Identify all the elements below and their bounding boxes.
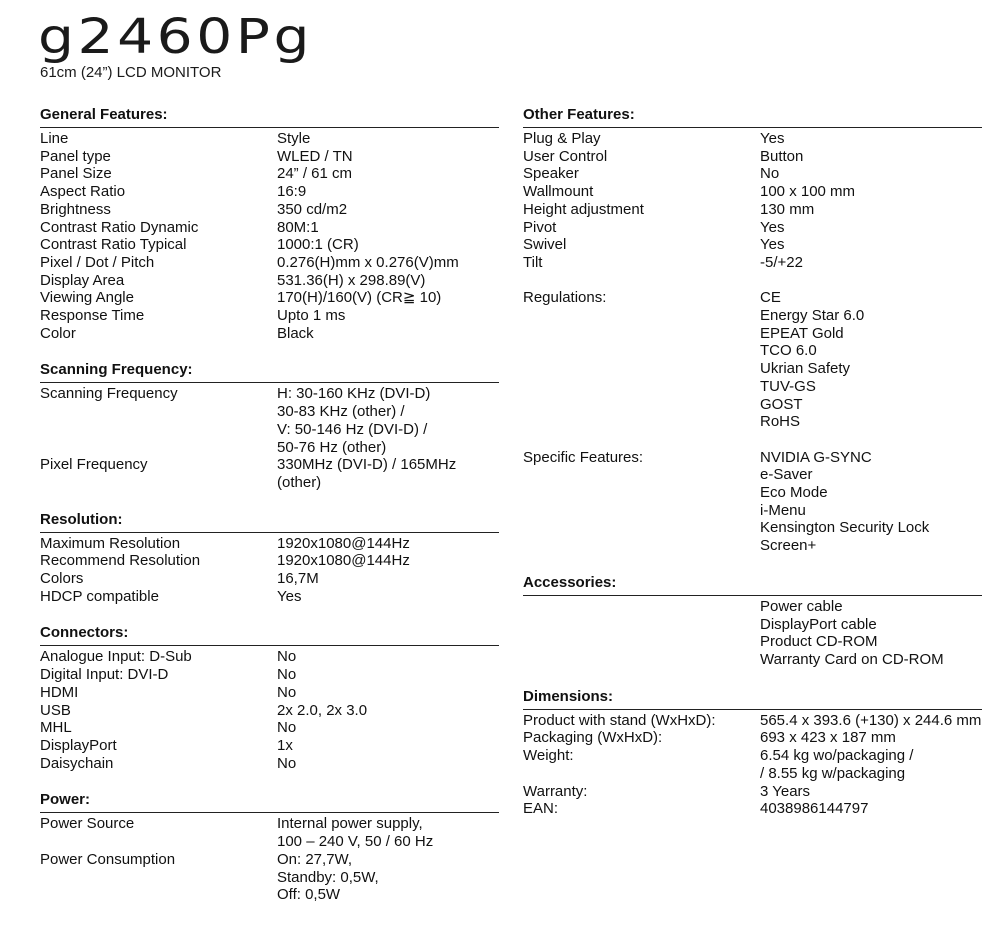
spec-value: [760, 236, 982, 254]
spec-label: Weight:: [523, 747, 574, 765]
spec-value: [760, 148, 982, 166]
spec-row: [40, 183, 499, 201]
spec-label: USB: [40, 701, 71, 719]
spec-row: [523, 272, 982, 290]
spec-row: [40, 851, 499, 904]
spec-label: Line: [40, 130, 69, 147]
spec-row: [523, 712, 982, 730]
spec-value-line: Black: [277, 324, 314, 342]
section-divider: [40, 645, 499, 646]
spec-label: Contrast Ratio Dynamic: [40, 218, 199, 236]
spec-value: [277, 755, 499, 773]
spec-label: Brightness: [40, 200, 111, 218]
spec-label: [523, 598, 760, 669]
spec-label: Pixel / Dot / Pitch: [40, 253, 155, 271]
spec-row: [40, 148, 499, 166]
spec-row: [523, 236, 982, 254]
spec-value: [277, 666, 499, 684]
spec-label: Panel type: [40, 147, 111, 165]
section-divider: [523, 127, 982, 128]
spec-value-line: 16:9: [277, 183, 307, 201]
spec-row: [40, 666, 499, 684]
spec-value-line: 350 cd/m2: [277, 200, 348, 218]
spec-label: Regulations:: [523, 289, 607, 307]
spec-value-line: Screen+: [760, 537, 817, 555]
spec-value: [760, 431, 982, 449]
spec-value-line: / 8.55 kg w/packaging: [760, 764, 906, 782]
spec-value: [277, 719, 499, 737]
model-subtitle: 61cm (24”) LCD MONITOR: [40, 64, 222, 81]
spec-value-line: 16,7M: [277, 570, 319, 588]
spec-value: [277, 219, 499, 237]
spec-label: Pixel Frequency: [40, 456, 148, 474]
spec-value-line: WLED / TN: [277, 147, 353, 165]
spec-row: [523, 729, 982, 747]
spec-value: [277, 552, 499, 570]
spec-value-line: Button: [760, 147, 804, 165]
spec-value: [760, 201, 982, 219]
spec-label: HDCP compatible: [40, 587, 159, 605]
spec-section-resolution: [40, 509, 499, 606]
spec-row: [40, 385, 499, 456]
spec-value: [277, 201, 499, 219]
spec-row: [523, 254, 982, 272]
spec-value-line: 1000:1 (CR): [277, 236, 359, 254]
spec-row: [40, 236, 499, 254]
spec-value-line: Yes: [760, 236, 785, 254]
spec-row: [523, 747, 982, 782]
spec-value-line: On: 27,7W,: [277, 850, 353, 868]
section-heading: Connectors:: [40, 624, 129, 642]
spec-section-connectors: [40, 622, 499, 772]
spec-value-line: Style: [277, 130, 311, 147]
spec-value-line: GOST: [760, 395, 803, 413]
spec-label: Colors: [40, 570, 84, 588]
spec-value-line: TUV-GS: [760, 377, 816, 395]
spec-value-line: 170(H)/160(V) (CR≧ 10): [277, 289, 442, 307]
spec-label: Power Consumption: [40, 850, 176, 868]
spec-value: [760, 449, 982, 555]
section-divider: [523, 595, 982, 596]
spec-value-line: Yes: [277, 587, 302, 605]
spec-value-line: Product CD-ROM: [760, 633, 878, 651]
spec-row: [523, 783, 982, 801]
spec-label: Aspect Ratio: [40, 183, 126, 201]
spec-value-line: 1x: [277, 736, 293, 754]
spec-value: [760, 130, 982, 148]
spec-row: [523, 598, 982, 669]
spec-label: MHL: [40, 719, 72, 737]
spec-value-line: Warranty Card on CD-ROM: [760, 650, 944, 668]
spec-row: [40, 165, 499, 183]
spec-value-line: V: 50-146 Hz (DVI-D) /: [277, 420, 428, 438]
spec-value: [760, 254, 982, 272]
spec-value: [277, 385, 499, 456]
spec-label: Color: [40, 324, 76, 342]
spec-label: Pivot: [523, 218, 557, 236]
spec-value-line: 80M:1: [277, 218, 319, 236]
spec-value-line: EPEAT Gold: [760, 324, 844, 342]
spec-value-line: Off: 0,5W: [277, 886, 341, 904]
spec-value: [277, 272, 499, 290]
spec-label: DisplayPort: [40, 736, 117, 754]
spec-row: [40, 588, 499, 606]
section-heading: Accessories:: [523, 573, 617, 591]
spec-value-line: i-Menu: [760, 501, 806, 519]
spec-value-line: 1920x1080@144Hz: [277, 534, 410, 552]
right-spec-column: [523, 104, 982, 835]
spec-row: [40, 570, 499, 588]
spec-row: [40, 702, 499, 720]
spec-value-line: 531.36(H) x 298.89(V): [277, 271, 426, 289]
spec-value: [277, 570, 499, 588]
spec-label: Panel Size: [40, 165, 112, 183]
spec-label: HDMI: [40, 683, 79, 701]
spec-value-line: -5/+22: [760, 253, 803, 271]
spec-section-dimensions: [523, 686, 982, 818]
spec-value-line: H: 30-160 KHz (DVI-D): [277, 385, 431, 403]
spec-value: [277, 325, 499, 343]
spec-row: [40, 719, 499, 737]
section-divider: [40, 812, 499, 813]
spec-label: Height adjustment: [523, 200, 644, 218]
spec-value-line: Yes: [760, 218, 785, 236]
spec-label: Digital Input: DVI-D: [40, 666, 169, 684]
spec-label: Wallmount: [523, 183, 594, 201]
spec-row: [523, 219, 982, 237]
spec-value: [760, 272, 982, 290]
spec-value-line: Energy Star 6.0: [760, 307, 865, 325]
spec-value: [277, 737, 499, 755]
section-heading: Dimensions:: [523, 687, 614, 705]
spec-value-line: Kensington Security Lock: [760, 519, 930, 537]
left-spec-column: [40, 104, 499, 921]
section-heading: Power:: [40, 791, 91, 809]
spec-value: [760, 183, 982, 201]
spec-label: Analogue Input: D-Sub: [40, 648, 192, 666]
spec-row: [40, 815, 499, 850]
spec-value-line: 6.54 kg wo/packaging /: [760, 747, 914, 765]
spec-value-line: (other): [277, 473, 322, 491]
spec-section-power: [40, 789, 499, 904]
spec-value: [277, 456, 499, 491]
spec-value-line: TCO 6.0: [760, 342, 817, 360]
spec-row: [523, 130, 982, 148]
spec-value: [760, 712, 982, 730]
section-divider: [523, 709, 982, 710]
spec-value: [277, 648, 499, 666]
spec-row: [523, 201, 982, 219]
spec-value-line: Standby: 0,5W,: [277, 868, 379, 886]
spec-section-general-features: [40, 104, 499, 342]
spec-label: Maximum Resolution: [40, 534, 181, 552]
spec-row: [40, 456, 499, 491]
spec-value-line: 4038986144797: [760, 800, 869, 818]
spec-value-line: 330MHz (DVI-D) / 165MHz: [277, 456, 457, 474]
spec-value: [760, 800, 982, 818]
spec-row: [40, 737, 499, 755]
spec-row: [40, 272, 499, 290]
spec-value: [277, 165, 499, 183]
spec-label: [523, 431, 760, 449]
spec-row: [40, 201, 499, 219]
spec-section-scanning-frequency: [40, 359, 499, 491]
spec-value-line: Yes: [760, 130, 785, 147]
spec-value-line: No: [277, 648, 297, 666]
spec-value: [760, 729, 982, 747]
spec-value-line: No: [277, 666, 297, 684]
spec-value-line: 565.4 x 393.6 (+130) x 244.6 mm: [760, 711, 982, 729]
spec-value-line: 1920x1080@144Hz: [277, 552, 410, 570]
spec-label: Recommend Resolution: [40, 552, 201, 570]
spec-row: [40, 648, 499, 666]
spec-label: Power Source: [40, 815, 135, 833]
spec-value: [277, 851, 499, 904]
section-divider: [40, 127, 499, 128]
spec-value: [277, 684, 499, 702]
spec-value: [277, 815, 499, 850]
spec-row: [40, 130, 499, 148]
section-heading: General Features:: [40, 106, 168, 123]
spec-value-line: Eco Mode: [760, 484, 828, 502]
spec-section-accessories: [523, 572, 982, 669]
spec-value-line: 2x 2.0, 2x 3.0: [277, 701, 368, 719]
spec-label: EAN:: [523, 800, 559, 818]
spec-row: [523, 183, 982, 201]
spec-row: [40, 325, 499, 343]
spec-value: [277, 702, 499, 720]
spec-row: [523, 800, 982, 818]
spec-value: [277, 236, 499, 254]
section-heading: Resolution:: [40, 510, 123, 528]
spec-label: Daisychain: [40, 754, 114, 772]
section-divider: [40, 382, 499, 383]
spec-label: Display Area: [40, 271, 125, 289]
spec-label: Speaker: [523, 165, 579, 183]
spec-value-line: 24” / 61 cm: [277, 165, 353, 183]
spec-value-line: 0.276(H)mm x 0.276(V)mm: [277, 253, 459, 271]
spec-row: [40, 289, 499, 307]
spec-value-line: 3 Years: [760, 782, 811, 800]
spec-value-line: No: [760, 165, 780, 183]
spec-row: [523, 165, 982, 183]
spec-value-line: Ukrian Safety: [760, 360, 851, 378]
spec-label: User Control: [523, 147, 608, 165]
spec-value: [277, 148, 499, 166]
spec-value: [760, 219, 982, 237]
spec-value-line: 100 x 100 mm: [760, 183, 856, 201]
spec-value: [277, 535, 499, 553]
spec-row: [523, 449, 982, 555]
spec-row: [40, 535, 499, 553]
spec-label: Swivel: [523, 236, 567, 254]
spec-value: [760, 598, 982, 669]
spec-row: [523, 148, 982, 166]
spec-value-line: Internal power supply,: [277, 815, 423, 833]
spec-value-line: No: [277, 683, 297, 701]
spec-row: [40, 307, 499, 325]
spec-value-line: Upto 1 ms: [277, 307, 346, 325]
spec-label: [523, 272, 760, 290]
spec-label: Packaging (WxHxD):: [523, 729, 663, 747]
spec-label: Warranty:: [523, 782, 588, 800]
spec-value-line: No: [277, 754, 297, 772]
spec-value: [277, 289, 499, 307]
spec-value-line: e-Saver: [760, 466, 813, 484]
spec-label: Specific Features:: [523, 448, 644, 466]
spec-value-line: [760, 272, 982, 290]
spec-value: [760, 165, 982, 183]
spec-value: [277, 254, 499, 272]
spec-value-line: 130 mm: [760, 200, 815, 218]
spec-value-line: 100 – 240 V, 50 / 60 Hz: [277, 833, 434, 851]
spec-value: [277, 183, 499, 201]
section-heading: Scanning Frequency:: [40, 361, 193, 379]
section-heading: Other Features:: [523, 106, 635, 123]
spec-value-line: 30-83 KHz (other) /: [277, 403, 405, 421]
spec-label: Scanning Frequency: [40, 385, 178, 403]
spec-row: [40, 254, 499, 272]
spec-value: [760, 289, 982, 431]
spec-value-line: Power cable: [760, 597, 843, 615]
spec-row: [40, 552, 499, 570]
spec-section-other-features: [523, 104, 982, 555]
spec-row: [40, 755, 499, 773]
spec-row: [523, 431, 982, 449]
spec-value-line: 693 x 423 x 187 mm: [760, 729, 896, 747]
spec-label: Product with stand (WxHxD):: [523, 711, 716, 729]
spec-row: [40, 684, 499, 702]
section-divider: [40, 532, 499, 533]
spec-value: [277, 130, 499, 148]
spec-value: [760, 747, 982, 782]
spec-value-line: CE: [760, 289, 781, 307]
spec-value: [277, 307, 499, 325]
spec-label: Tilt: [523, 253, 543, 271]
spec-value-line: NVIDIA G-SYNC: [760, 448, 872, 466]
model-title: g2460Pg: [38, 9, 313, 65]
spec-value-line: DisplayPort cable: [760, 615, 877, 633]
spec-value-line: RoHS: [760, 413, 801, 431]
spec-value-line: 50-76 Hz (other): [277, 438, 387, 456]
spec-row: [40, 219, 499, 237]
spec-label: Contrast Ratio Typical: [40, 236, 187, 254]
spec-value: [277, 588, 499, 606]
spec-row: [523, 289, 982, 431]
spec-value-line: [760, 431, 982, 449]
spec-label: Response Time: [40, 307, 145, 325]
spec-label: Viewing Angle: [40, 289, 134, 307]
spec-label: Plug & Play: [523, 130, 601, 147]
spec-value: [760, 783, 982, 801]
spec-value-line: No: [277, 719, 297, 737]
